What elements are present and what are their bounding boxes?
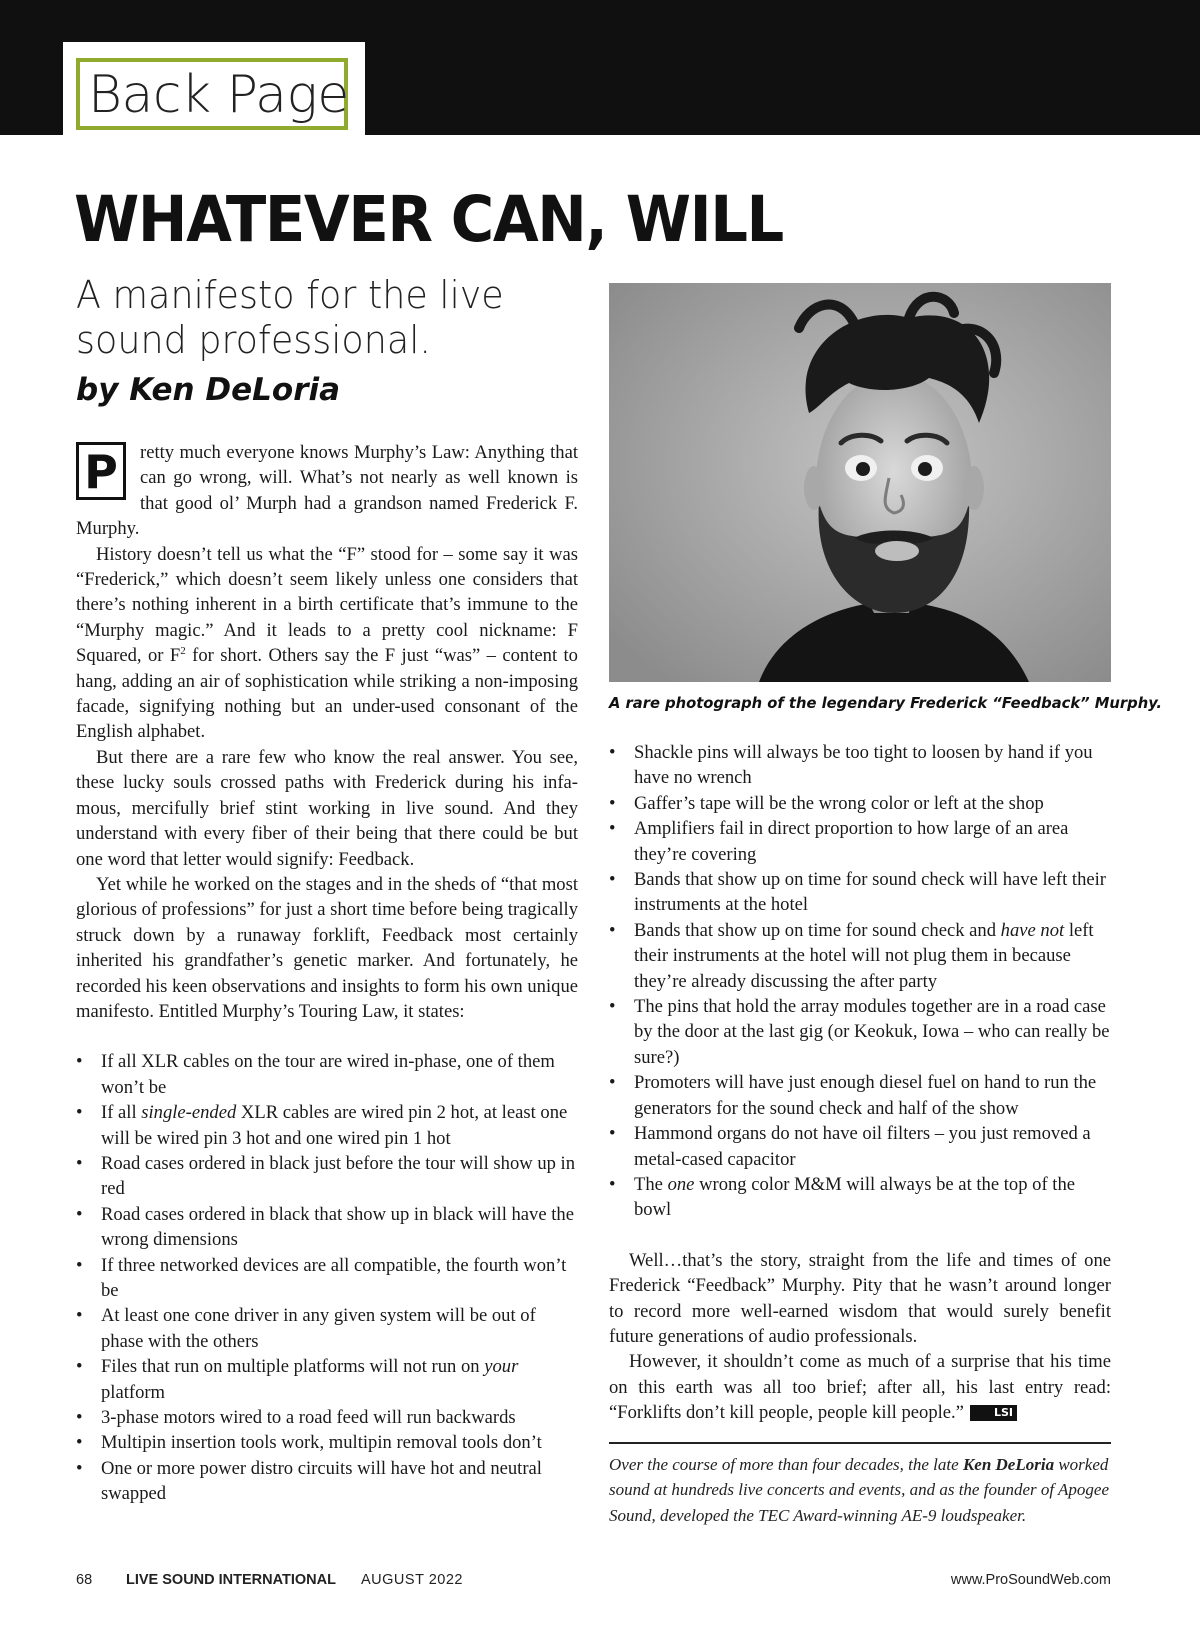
list-item: • Road cases ordered in black just before the tour will show up in red — [76, 1151, 578, 1202]
website-link[interactable]: www.ProSoundWeb.com — [950, 1572, 1111, 1588]
issue-date: AUGUST 2022 — [361, 1572, 463, 1588]
publication-name: LIVE SOUND INTERNATIONAL — [126, 1572, 336, 1588]
article-column-left — [76, 440, 578, 1507]
end-mark: LSI — [970, 1405, 1017, 1421]
list-item: • If three networked devices are all compatible, the fourth won’t be — [76, 1253, 578, 1304]
list-item: • The one wrong color M&M will always be at the top of the bowl — [609, 1172, 1111, 1223]
list-item: • At least one cone driver in any given system will be out of phase with the others — [76, 1303, 578, 1354]
section-label: Back Page — [88, 65, 349, 125]
author-name: Ken DeLoria — [962, 1455, 1055, 1474]
list-item: • Gaffer’s tape will be the wrong color or left at the shop — [609, 791, 1111, 816]
body-paragraph: Well…that’s the story, straight from the life and times of one Frederick “Feedback” Murphy. Pity that he wasn’t around longer to record more well-earned wisdom that would surely benefit future generations of audio professionals. — [609, 1249, 1111, 1347]
list-item: • Road cases ordered in black that show up in black will have the wrong dimensions — [76, 1202, 578, 1253]
body-paragraph: Yet while he worked on the stages and in the sheds of “that most glorious of professions” for just a short time before being tragically struck down by a runaway forklift, Feedback most certainly inherited his grandfather’s genetic marker. And fortunately, he recorded his keen observations and insights to form his own unique manifesto. Entitled Murphy’s Touring Law, it states: — [76, 873, 578, 1022]
page-number: 68 — [76, 1572, 93, 1588]
list-item: • Hammond organs do not have oil filters – you just removed a metal-cased capacitor — [609, 1121, 1111, 1172]
intro-paragraph: P retty much everyone knows Murphy’s Law: Anything that can go wrong, will. What’s not nearly as well known is that good ol’ Murph had a grandson named Frederick F. Murphy. — [76, 442, 578, 540]
article-column-right — [609, 740, 1111, 1426]
closing-paragraph: However, it shouldn’t come as much of a surprise that his time on this earth was all too brief; after all, his last entry read: “Forklifts don’t kill people, people kill people.” LSI — [609, 1351, 1111, 1424]
touring-law-list — [76, 1049, 578, 1506]
list-item: • Shackle pins will always be too tight to loosen by hand if you have no wrench — [609, 740, 1111, 791]
list-item: • Promoters will have just enough diesel fuel on hand to run the generators for the sound check and half of the show — [609, 1070, 1111, 1121]
photo-caption: A rare photograph of the legendary Frederick “Feedback” Murphy. — [609, 694, 1163, 712]
list-item: • Bands that show up on time for sound check and have not left their instruments at the hotel will not plug them in because they’re already discussing the after party — [609, 918, 1111, 994]
drop-cap: P — [76, 442, 126, 500]
article-subhead: A manifesto for the live sound professional. — [76, 273, 504, 362]
article-headline: WHATEVER CAN, WILL — [74, 183, 783, 256]
list-item: • Multipin insertion tools work, multipin removal tools don’t — [76, 1430, 578, 1455]
list-item: • One or more power distro circuits will have hot and neutral swapped — [76, 1456, 578, 1507]
touring-law-list — [609, 740, 1111, 1223]
body-paragraph: But there are a rare few who know the real answer. You see, these lucky souls crossed paths with Frederick during his infamous, mercifully brief stint working in live sound. And they understand with every fiber of their being that there could be but one word that letter would signify: Feedback. — [76, 746, 578, 870]
author-bio: Over the course of more than four decades, the late Ken DeLoria worked sound at hundreds live concerts and events, and as the founder of Apogee Sound, developed the TEC Award-winning AE-9 loudspeaker. — [609, 1455, 1109, 1525]
list-item: • Amplifiers fail in direct proportion to how large of an area they’re covering — [609, 816, 1111, 867]
list-item: • If all XLR cables on the tour are wired in-phase, one of them won’t be — [76, 1049, 578, 1100]
list-item: • 3-phase motors wired to a road feed will run backwards — [76, 1405, 578, 1430]
list-item: • Files that run on multiple platforms will not run on your platform — [76, 1354, 578, 1405]
bio-divider — [609, 1442, 1111, 1444]
body-paragraph: History doesn’t tell us what the “F” stood for – some say it was “Frederick,” which doesn’t seem likely unless one considers that there’s nothing inherent in a birth certificate that’s immune to the “Murphy magic.” And it leads to a pretty cool nickname: F Squared, or $F^2$ for short. Others say the F just “was” – content to hang, adding an air of sophistication while striking a non-imposing facade, signifying nothing but an under-used consonant of the English alphabet. — [76, 543, 578, 743]
list-item: • If all single-ended XLR cables are wired pin 2 hot, at least one will be wired pin 3 hot and one wired pin 1 hot — [76, 1100, 578, 1151]
list-item: • The pins that hold the array modules together are in a road case by the door at the last gig (or Keokuk, Iowa – who can really be sure?) — [609, 994, 1111, 1070]
list-item: • Bands that show up on time for sound check will have left their instruments at the hotel — [609, 867, 1111, 918]
article-photo — [609, 283, 1111, 682]
article-byline: by Ken DeLoria — [76, 372, 341, 408]
